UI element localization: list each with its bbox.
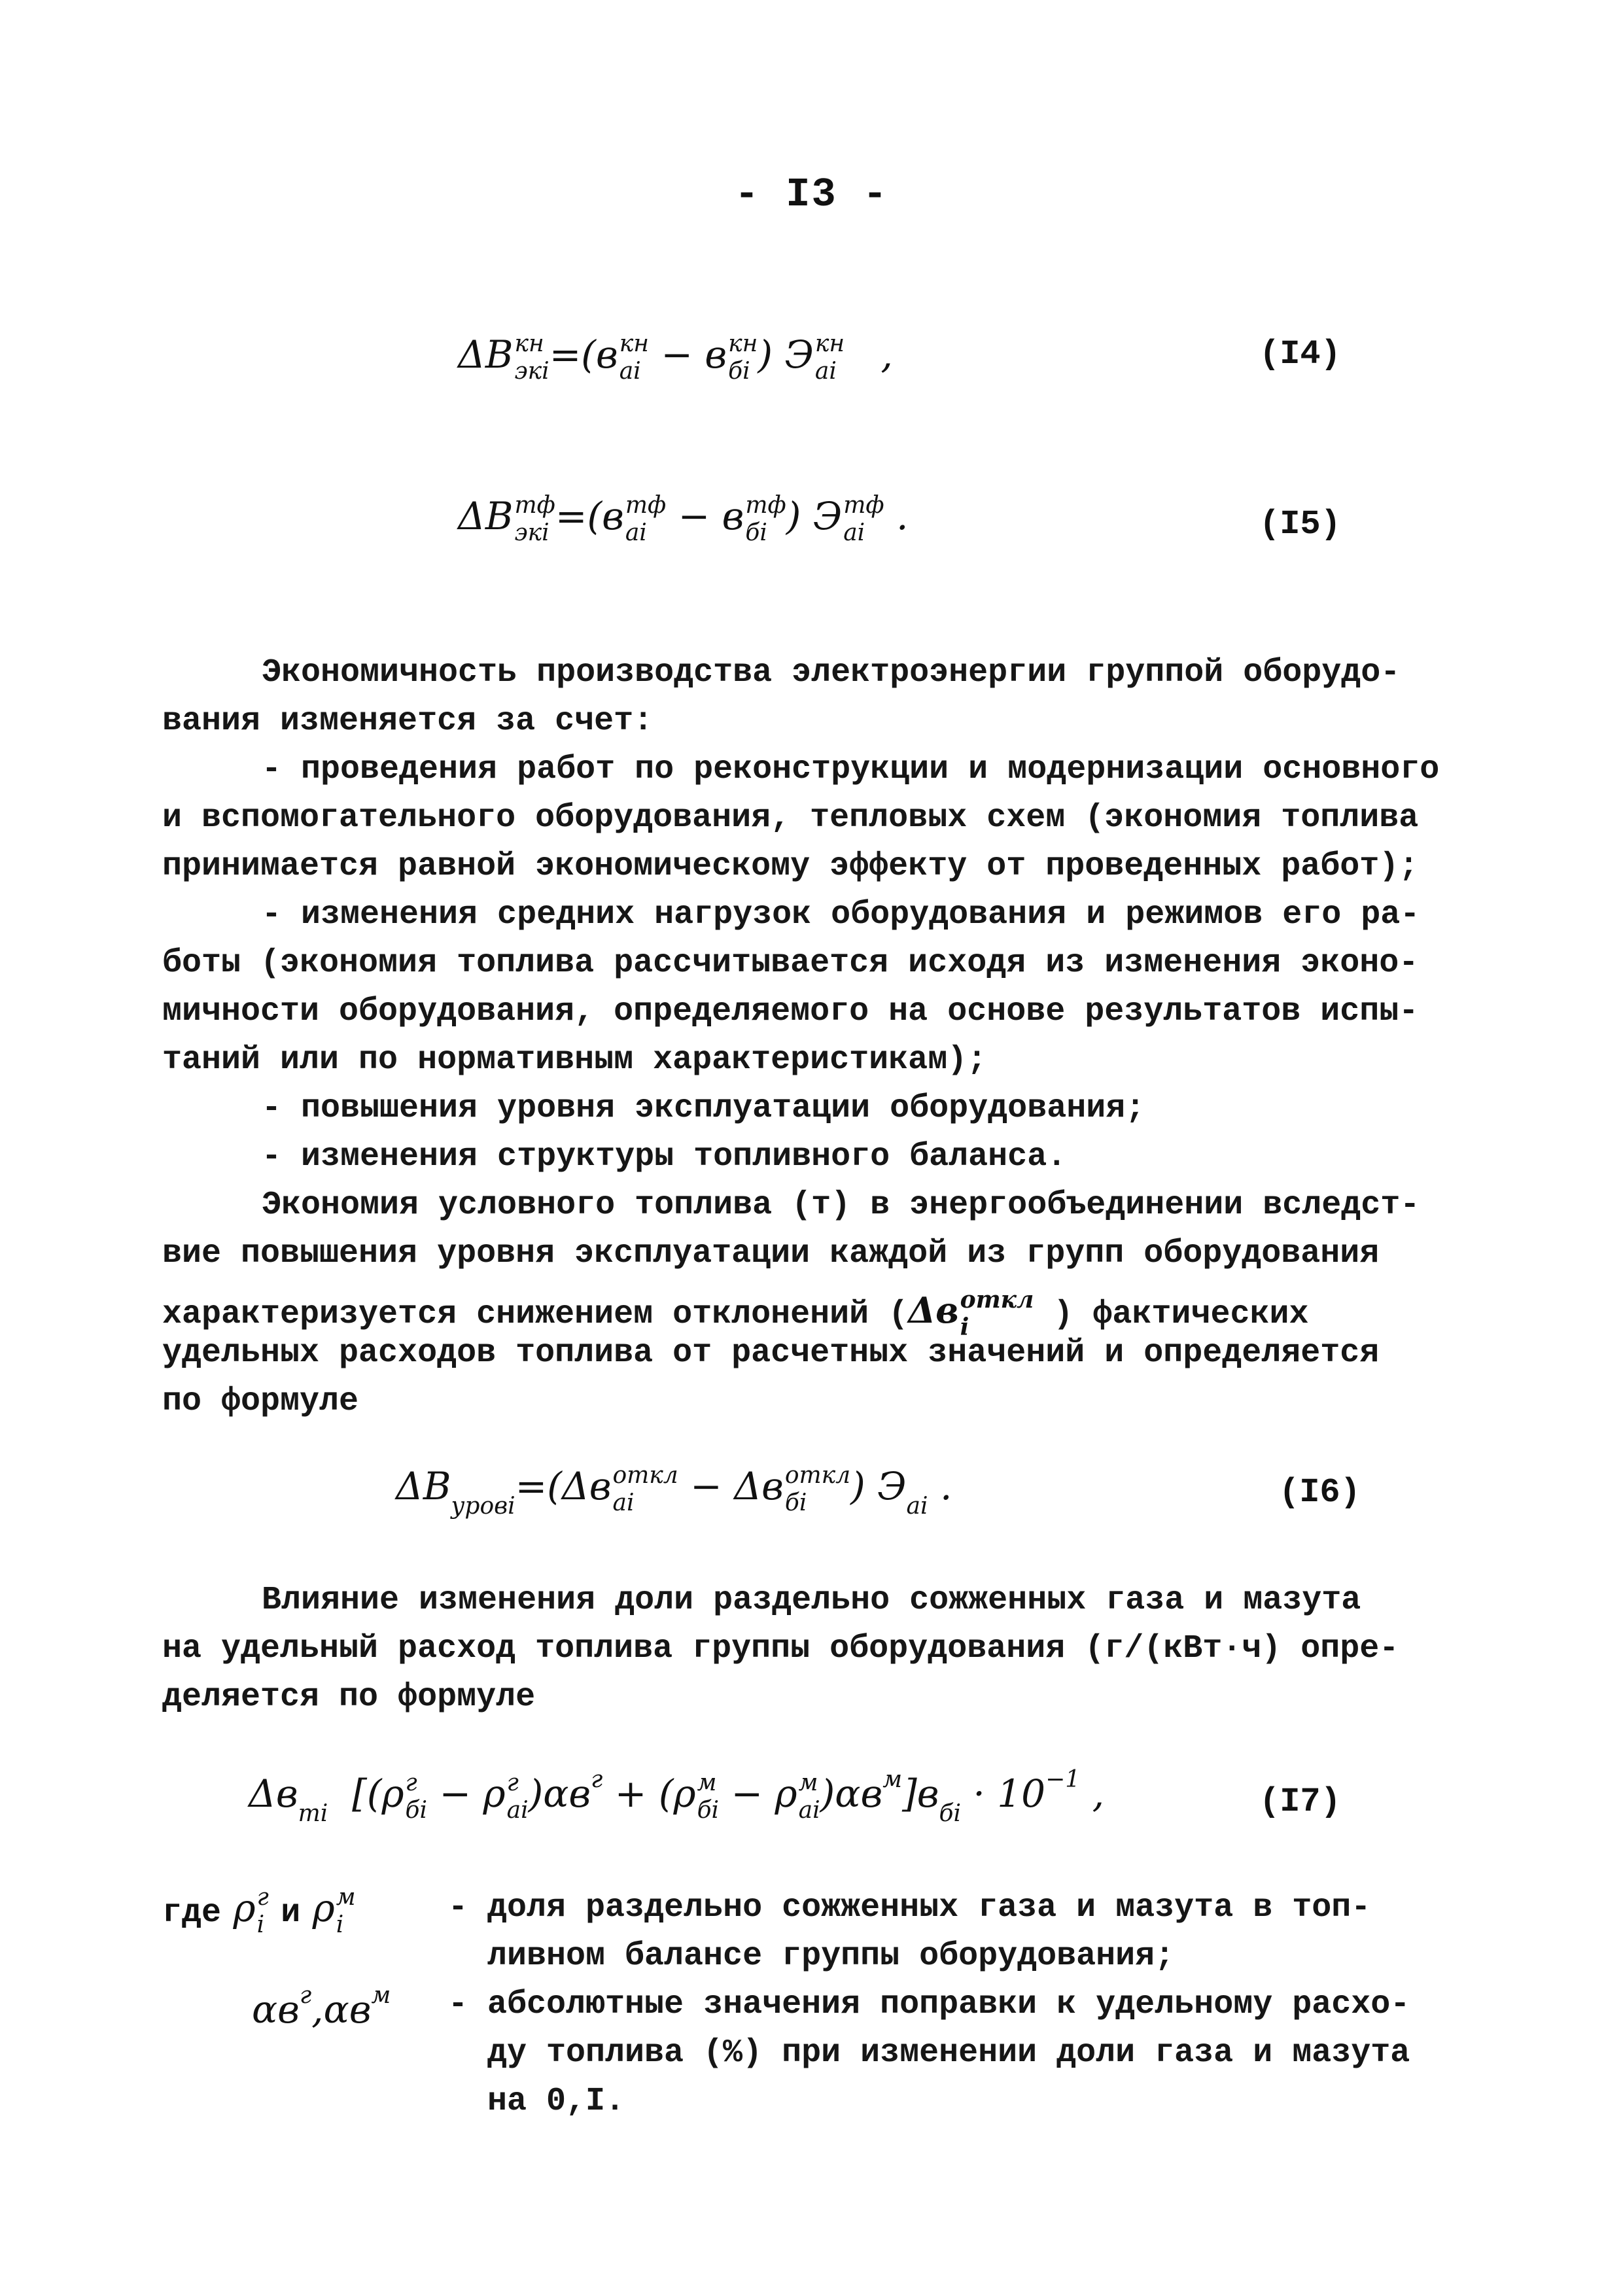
paragraph-line: принимается равной экономическому эффекту от проведенных работ); [162, 848, 1419, 885]
paragraph-line: мичности оборудования, определяемого на основе результатов испы- [162, 993, 1419, 1030]
equation-number-15: (I5) [1259, 505, 1341, 544]
formula-17: $\Delta в_{тi}$ [(ρ г бi − ρ г ai )$\alpha в^г + (\rho$ м бi − ρ м ai )$\alpha в^м]в_{бi} \cdot 10^{-1}$ , [249, 1766, 1105, 1827]
equation-number-14: (I4) [1259, 335, 1341, 374]
paragraph-text-before: характеризуется снижением отклонений ( [162, 1296, 909, 1334]
paragraph-line: удельных расходов топлива от расчетных значений и определяется [162, 1334, 1380, 1372]
definition-line: - доля раздельно сожженных газа и мазута в топ- [448, 1889, 1371, 1926]
equation-number-16: (I6) [1279, 1473, 1361, 1512]
paragraph-text-after: ) фактических [1053, 1296, 1309, 1334]
paragraph-line: - изменения структуры топливного баланса. [262, 1138, 1067, 1175]
paragraph-line: вие повышения уровня эксплуатации каждой из групп оборудования [162, 1235, 1380, 1272]
paragraph-line: боты (экономия топлива рассчитывается исходя из изменения эконо- [162, 945, 1419, 982]
formula-14: ΔB кн экi =(в кн ai − в кн бi ) Э кн ai , [458, 330, 893, 385]
paragraph-line: - проведения работ по реконструкции и модернизации основного [262, 751, 1440, 788]
inline-symbol-delta-b-otkl: Δв откл i [908, 1286, 1034, 1341]
where-term-1: где ρ г i и ρ м i [162, 1884, 356, 1938]
paragraph-line: вания изменяется за счет: [162, 703, 654, 740]
paragraph-line: Экономия условного топлива (т) в энергообъединении вследст- [262, 1187, 1420, 1224]
paragraph-line: таний или по нормативным характеристикам); [162, 1041, 987, 1079]
where-term-2: $\alpha в^г,\alpha в^м$ [252, 1982, 391, 2032]
where-conjunction: и [281, 1894, 301, 1932]
paragraph-line: по формуле [162, 1383, 359, 1420]
paragraph-line-with-symbol [162, 1286, 1308, 1341]
where-word: где [162, 1894, 222, 1932]
paragraph-line: Влияние изменения доли раздельно сожженных газа и мазута [262, 1582, 1361, 1619]
definition-line: ду топлива (%) при изменении доли газа и мазута [487, 2034, 1410, 2072]
formula-15: ΔB тф экi =(в тф ai − в тф бi ) Э тф ai . [458, 492, 909, 546]
formula-16: $\Delta B_{уровi}=(\Delta в$ откл ai − Δв откл бi ) $Э_{ai}$ . [396, 1462, 952, 1520]
definition-line: - абсолютные значения поправки к удельному расхо- [448, 1986, 1410, 2023]
paragraph-line: на удельный расход топлива группы оборудования (г/(кВт·ч) опре- [162, 1630, 1399, 1667]
definition-line: на 0,I. [487, 2083, 625, 2120]
paragraph-line: - повышения уровня эксплуатации оборудования; [262, 1090, 1145, 1127]
definition-line: ливном балансе группы оборудования; [487, 1938, 1175, 1975]
equation-number-17: (I7) [1259, 1783, 1341, 1821]
page-number: - I3 - [734, 171, 889, 218]
paragraph-line: деляется по формуле [162, 1679, 536, 1716]
paragraph-line: - изменения средних нагрузок оборудования и режимов его ра- [262, 896, 1420, 933]
paragraph-line: и вспомогательного оборудования, тепловых схем (экономия топлива [162, 799, 1419, 837]
paragraph-line: Экономичность производства электроэнергии группой оборудо- [262, 654, 1401, 691]
